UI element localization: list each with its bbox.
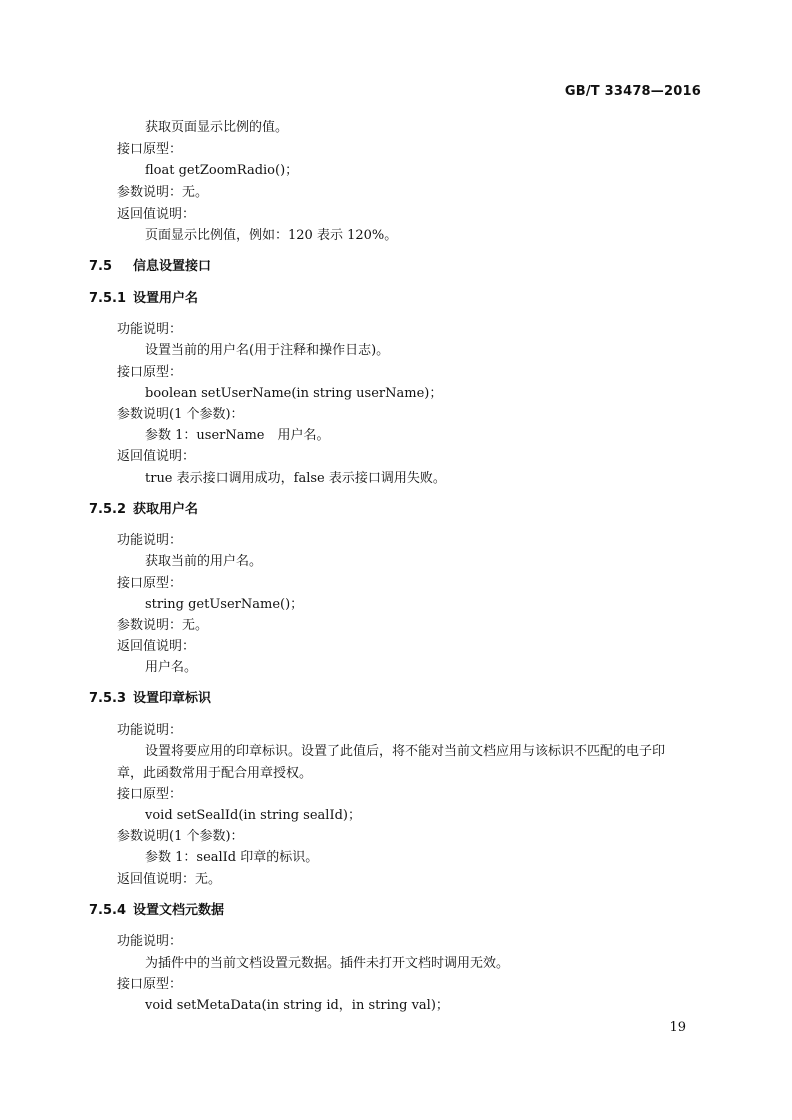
code-line: void setMetaData(in string id，in string val)； bbox=[145, 998, 449, 1013]
section-heading-7-5 bbox=[89, 258, 211, 276]
section-number: 7.5.2 bbox=[89, 502, 127, 517]
body-line: 接口原型： bbox=[117, 365, 183, 380]
body-line: 章，此函数常用于配合用章授权。 bbox=[117, 766, 313, 781]
body-line: true 表示接口调用成功，false 表示接口调用失败。 bbox=[145, 471, 446, 486]
body-line: 功能说明： bbox=[117, 934, 183, 949]
code-line: string getUserName()； bbox=[145, 597, 304, 612]
body-line: 参数说明：无。 bbox=[117, 618, 209, 633]
body-line: 获取页面显示比例的值。 bbox=[145, 120, 289, 135]
code-line: float getZoomRadio()； bbox=[145, 163, 299, 178]
body-line: 设置将要应用的印章标识。设置了此值后，将不能对当前文档应用与该标识不匹配的电子印 bbox=[145, 744, 666, 759]
body-line: 为插件中的当前文档设置元数据。插件未打开文档时调用无效。 bbox=[145, 956, 510, 971]
standard-number: GB/T 33478—2016 bbox=[564, 84, 701, 99]
body-line: 返回值说明： bbox=[117, 639, 196, 654]
code-line: void setSealId(in string sealId)； bbox=[145, 808, 361, 823]
body-line: 功能说明： bbox=[117, 322, 183, 337]
body-line: 参数说明：无。 bbox=[117, 185, 209, 200]
body-line: 参数说明(1 个参数)： bbox=[117, 829, 244, 844]
section-title: 设置印章标识 bbox=[133, 691, 212, 706]
body-line: 用户名。 bbox=[145, 660, 198, 675]
body-line: 接口原型： bbox=[117, 977, 183, 992]
body-line: 参数 1：userName 用户名。 bbox=[145, 428, 330, 443]
body-line: 获取当前的用户名。 bbox=[145, 554, 263, 569]
section-heading-7-5-4 bbox=[89, 902, 224, 920]
body-line: 参数说明(1 个参数)： bbox=[117, 407, 244, 422]
body-line: 接口原型： bbox=[117, 142, 183, 157]
body-line: 页面显示比例值，例如：120 表示 120%。 bbox=[145, 228, 398, 243]
body-line: 设置当前的用户名(用于注释和操作日志)。 bbox=[145, 343, 390, 358]
page-number: 19 bbox=[669, 1020, 686, 1035]
body-line: 返回值说明： bbox=[117, 449, 196, 464]
section-title: 获取用户名 bbox=[133, 502, 199, 517]
section-title: 设置文档元数据 bbox=[133, 903, 225, 918]
section-number: 7.5.3 bbox=[89, 691, 127, 706]
section-number: 7.5 bbox=[89, 259, 113, 274]
body-line: 参数 1：sealId 印章的标识。 bbox=[145, 850, 319, 865]
section-heading-7-5-3 bbox=[89, 690, 211, 708]
body-line: 返回值说明：无。 bbox=[117, 872, 222, 887]
body-line: 返回值说明： bbox=[117, 207, 196, 222]
body-line: 接口原型： bbox=[117, 787, 183, 802]
section-number: 7.5.1 bbox=[89, 291, 127, 306]
section-number: 7.5.4 bbox=[89, 903, 127, 918]
code-line: boolean setUserName(in string userName)； bbox=[145, 386, 443, 401]
section-heading-7-5-1 bbox=[89, 290, 198, 308]
body-line: 功能说明： bbox=[117, 533, 183, 548]
body-line: 接口原型： bbox=[117, 576, 183, 591]
section-title: 信息设置接口 bbox=[133, 259, 212, 274]
section-title: 设置用户名 bbox=[133, 291, 199, 306]
section-heading-7-5-2 bbox=[89, 501, 198, 519]
body-line: 功能说明： bbox=[117, 723, 183, 738]
